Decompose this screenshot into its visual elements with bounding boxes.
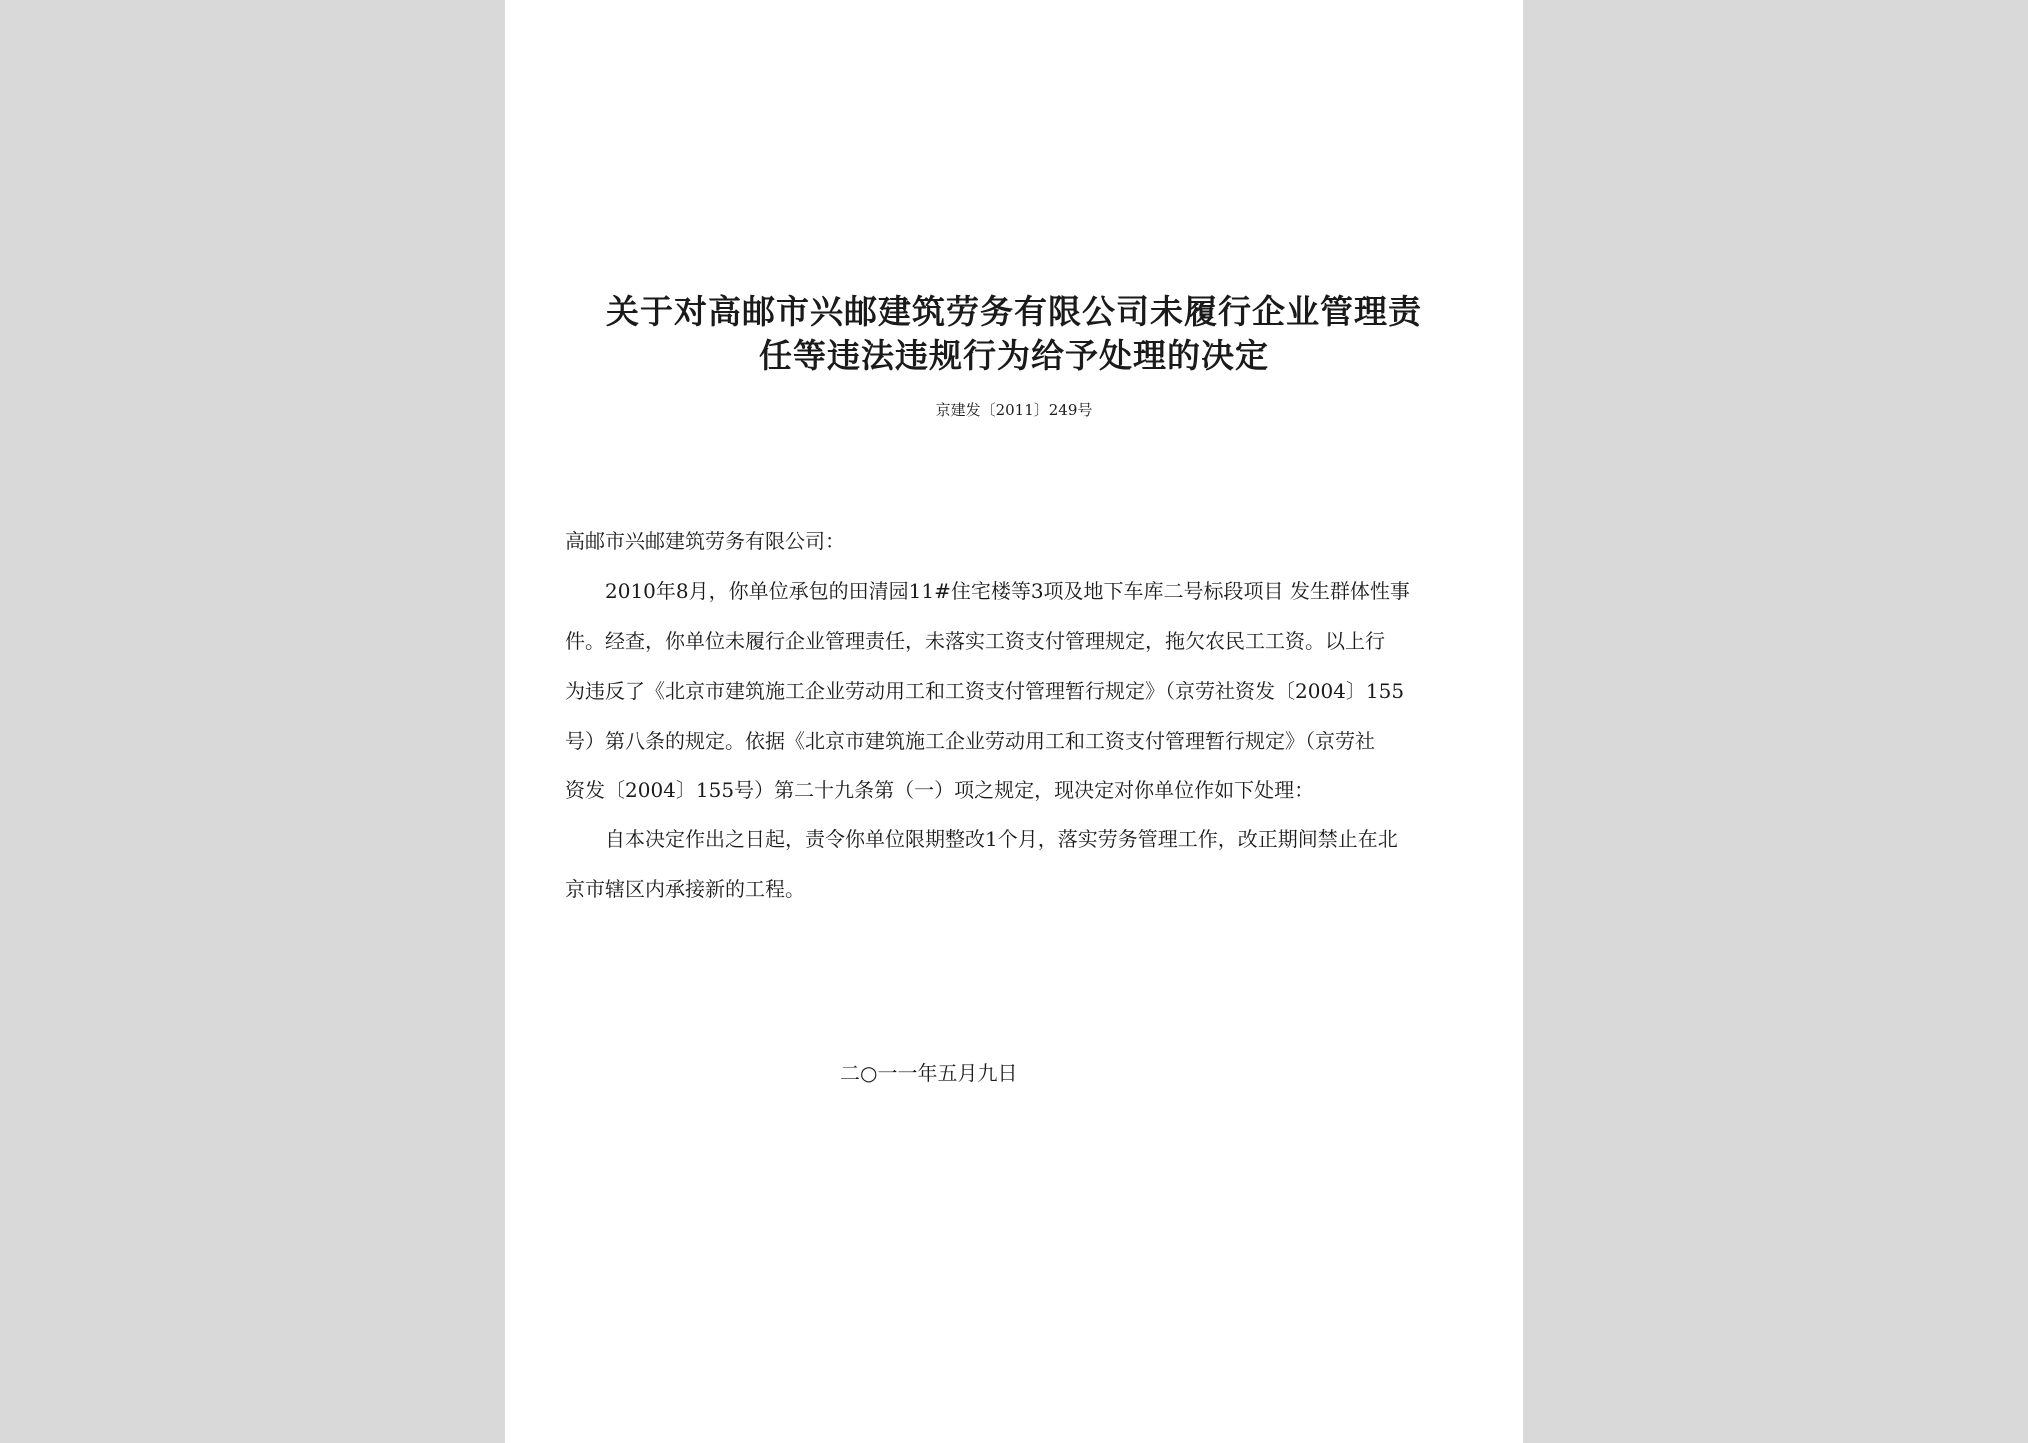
body-line: 号）第八条的规定。依据《北京市建筑施工企业劳动用工和工资支付管理暂行规定》（京劳社 — [565, 729, 1375, 753]
document-number: 京建发〔2011〕249号 — [935, 401, 1093, 419]
body-line: 件。经查，你单位未履行企业管理责任，未落实工资支付管理规定，拖欠农民工工资。以上行 — [565, 629, 1385, 653]
title-line-1: 关于对高邮市兴邮建筑劳务有限公司未履行企业管理责 — [606, 292, 1422, 331]
body-line: 京市辖区内承接新的工程。 — [565, 877, 805, 901]
salutation: 高邮市兴邮建筑劳务有限公司： — [565, 529, 845, 553]
document-page — [505, 0, 1523, 1443]
document-date: 二○一一年五月九日 — [840, 1061, 1018, 1085]
document-title — [545, 290, 1483, 378]
body-line: 自本决定作出之日起，责令你单位限期整改1个月，落实劳务管理工作，改正期间禁止在北 — [565, 827, 1398, 851]
body-line: 资发〔2004〕155号）第二十九条第（一）项之规定，现决定对你单位作如下处理： — [565, 778, 1315, 802]
body-line: 为违反了《北京市建筑施工企业劳动用工和工资支付管理暂行规定》（京劳社资发〔2004〕155 — [565, 679, 1405, 703]
body-line: 2010年8月，你单位承包的田清园11#住宅楼等3项及地下车库二号标段项目 发生群体性事 — [565, 579, 1410, 603]
title-line-2: 任等违法违规行为给予处理的决定 — [759, 336, 1269, 375]
